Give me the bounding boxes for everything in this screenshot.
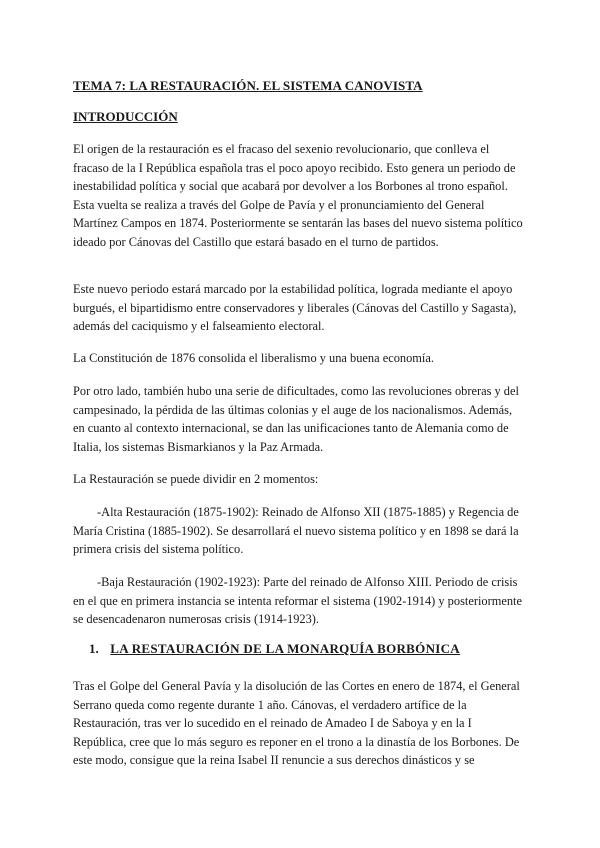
paragraph-constitution: La Constitución de 1876 consolida el liberalismo y una buena economía. <box>73 351 434 365</box>
section-label: LA RESTAURACIÓN DE LA MONARQUÍA BORBÓNICA <box>110 641 460 656</box>
paragraph-two-moments: La Restauración se puede dividir en 2 momentos: <box>73 472 319 486</box>
section-number: 1. <box>89 641 99 656</box>
paragraph-alta-restauracion: -Alta Restauración (1875-1902): Reinado de Alfonso XII (1875-1885) y Regencia de María Cristina (1885-1902). Se desarrollará el nuevo sistema político y en 1898 se dará la primera crisis del sistema político. <box>73 505 519 556</box>
intro-heading: INTRODUCCIÓN <box>73 109 178 124</box>
paragraph-difficulties: Por otro lado, también hubo una serie de dificultades, como las revoluciones obreras y del campesinado, la pérdida de las últimas colonias y el auge de los nacionalismos. Además, en cuanto al contexto internacional, se dan las unificaciones tanto de Alemania como de Italia, los sistemas Bismarkianos y la Paz Armada. <box>73 384 519 454</box>
paragraph-golpe-pavia: Tras el Golpe del General Pavía y la disolución de las Cortes en enero de 1874, el General Serrano queda como regente durante 1 año. Cánovas, el verdadero artífice de la Restauración, tras ver lo sucedido en el reinado de Amadeo I de Saboya y en la I República, cree que lo más seguro es reponer en el trono a la dinastía de los Borbones. De este modo, consigue que la reina Isabel II renuncie a sus derechos dinásticos y se <box>73 679 520 767</box>
paragraph-origin: El origen de la restauración es el fracaso del sexenio revolucionario, que conlleva el fracaso de la I República española tras el poco apoyo recibido. Esto genera un periodo de inestabilidad política y social que acabará por devolver a los Borbones al trono español. Esta vuelta se realiza a través del Golpe de Pavía y el pronunciamiento del General Martínez Campos en 1874. Posteriormente se sentarán las bases del nuevo sistema político ideado por Cánovas del Castillo que estará basado en el turno de partidos. <box>73 142 523 249</box>
section-1-heading <box>89 641 460 657</box>
paragraph-new-period: Este nuevo periodo estará marcado por la estabilidad política, lograda mediante el apoyo burgués, el bipartidismo entre conservadores y liberales (Cánovas del Castillo y Sagasta), además del caciquismo y el falseamiento electoral. <box>73 282 517 333</box>
document-title: TEMA 7: LA RESTAURACIÓN. EL SISTEMA CANOVISTA <box>73 78 423 93</box>
paragraph-baja-restauracion: -Baja Restauración (1902-1923): Parte del reinado de Alfonso XIII. Periodo de crisis en el que en primera instancia se intenta reformar el sistema (1902-1914) y posteriormente se desencadenaron numerosas crisis (1914-1923). <box>73 575 522 626</box>
